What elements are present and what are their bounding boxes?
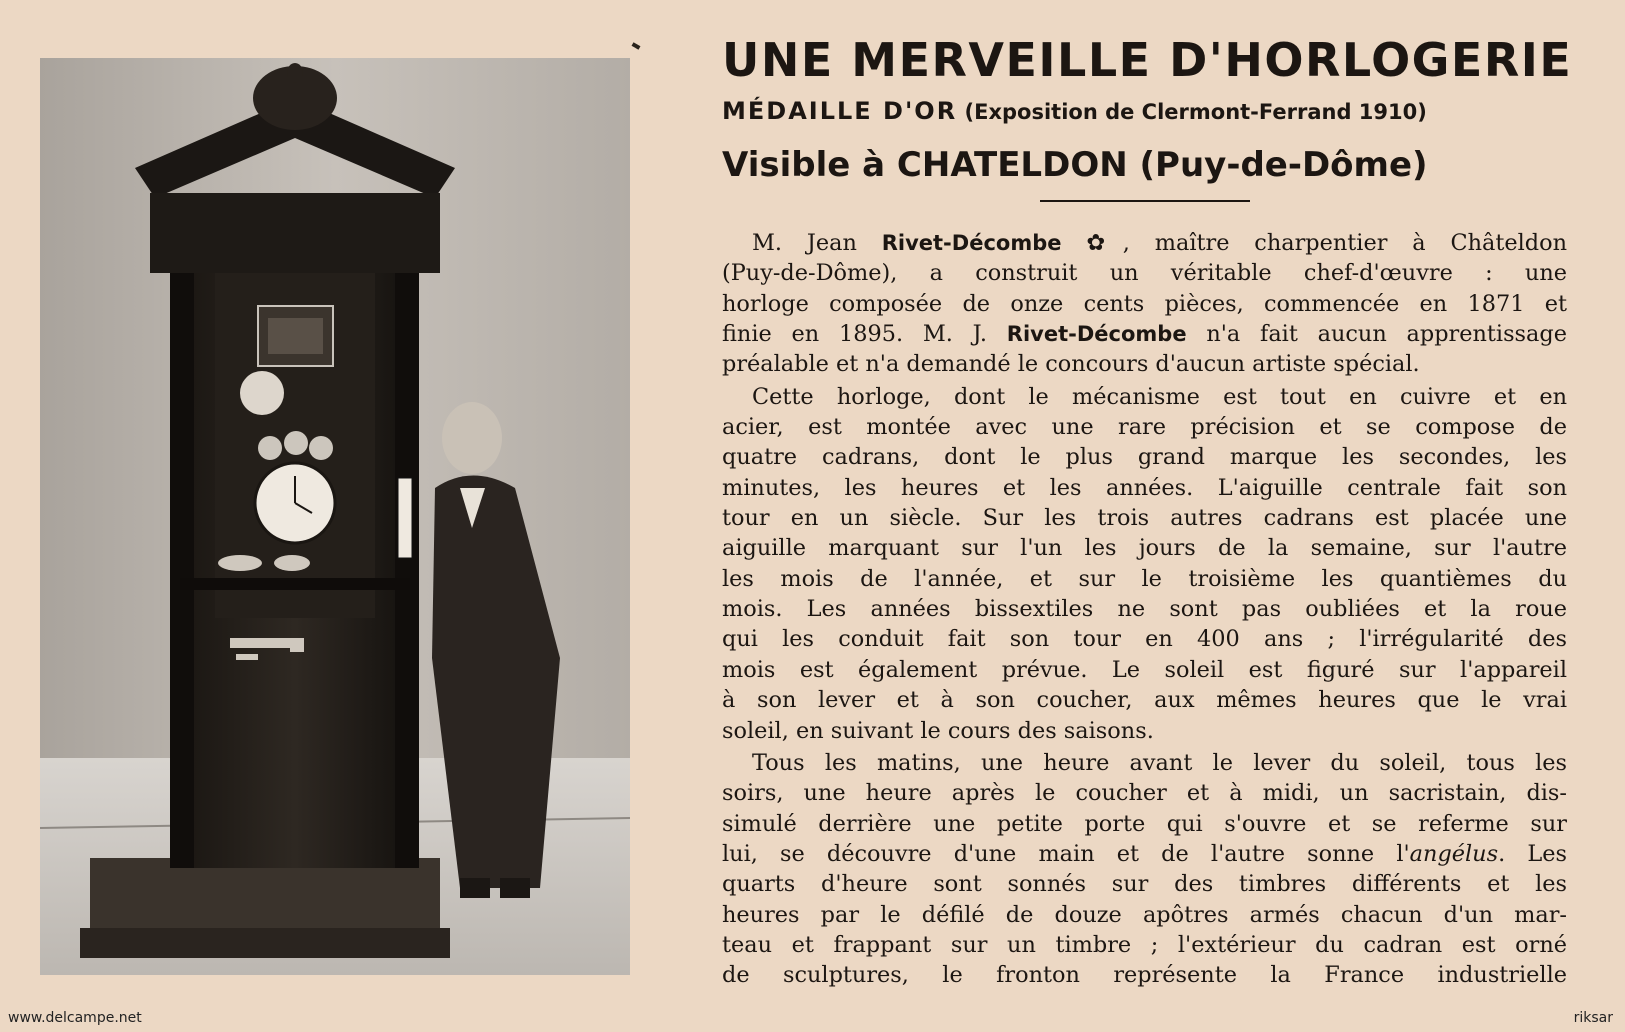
text-line: (Puy-de-Dôme), a construit un véritable chef-d'œuvre : une <box>722 260 1567 287</box>
print-mark <box>632 42 641 49</box>
text-line: minutes, les heures et les années. L'aiguille centrale fait son <box>722 474 1567 501</box>
text-line: M. Jean Rivet-Décombe ✿, maître charpentier à Châteldon <box>752 230 1567 256</box>
text-line: finie en 1895. M. J. Rivet-Décombe n'a fait aucun apprentissage <box>722 321 1567 348</box>
text-line: qui les conduit fait son tour en 400 ans ; l'irrégularité des <box>722 626 1567 653</box>
watermark-left: www.delcampe.net <box>8 1010 142 1026</box>
medal-line <box>722 96 1567 127</box>
article-body <box>722 228 1567 991</box>
text-line: mois est également prévue. Le soleil est figuré sur l'appareil <box>722 656 1567 683</box>
paragraph-2 <box>722 382 1567 746</box>
text-line: acier, est montée avec une rare précision et se compose de <box>722 414 1567 441</box>
text-line: mois. Les années bissextiles ne sont pas oubliées et la roue <box>722 596 1567 623</box>
text-line: teau et frappant sur un timbre ; l'extérieur du cadran est orné <box>722 931 1567 958</box>
text-line: Cette horloge, dont le mécanisme est tout en cuivre et en <box>752 383 1567 410</box>
text-line: soirs, une heure après le coucher et à midi, un sacristain, dis- <box>722 780 1567 807</box>
exposition-label: (Exposition de Clermont-Ferrand 1910) <box>964 100 1427 124</box>
paragraph-1 <box>722 228 1567 380</box>
paragraph-3 <box>722 748 1567 991</box>
photo-illustration <box>40 58 630 975</box>
text-line: Tous les matins, une heure avant le lever du soleil, tous les <box>752 749 1567 776</box>
text-line: tour en un siècle. Sur les trois autres cadrans est placée une <box>722 505 1567 532</box>
watermark-right: riksar <box>1573 1010 1613 1026</box>
text-line: heures par le défilé de douze apôtres armés chacun d'un mar- <box>722 901 1567 928</box>
location-line: Visible à CHATELDON (Puy-de-Dôme) <box>722 145 1428 185</box>
medal-label: MÉDAILLE D'OR <box>722 97 958 125</box>
text-line: quarts d'heure sont sonnés sur des timbres différents et les <box>722 871 1567 898</box>
page-title: UNE MERVEILLE D'HORLOGERIE <box>722 33 1573 87</box>
text-line: à son lever et à son coucher, aux mêmes heures que le vrai <box>722 687 1567 714</box>
text-line: simulé derrière une petite porte qui s'ouvre et se referme sur <box>722 810 1567 837</box>
text-line: aiguille marquant sur l'un les jours de la semaine, sur l'autre <box>722 535 1567 562</box>
text-line: préalable et n'a demandé le concours d'aucun artiste spécial. <box>722 351 1420 378</box>
text-line: de sculptures, le fronton représente la France industrielle <box>722 962 1567 989</box>
clock-photo <box>40 58 630 975</box>
text-line: lui, se découvre d'une main et de l'autre sonne l'angélus. Les <box>722 840 1567 867</box>
text-line: les mois de l'année, et sur le troisième les quantièmes du <box>722 565 1567 592</box>
text-line: horloge composée de onze cents pièces, commencée en 1871 et <box>722 290 1567 317</box>
text-line: soleil, en suivant le cours des saisons. <box>722 717 1154 744</box>
title-divider <box>1040 200 1250 202</box>
text-line: quatre cadrans, dont le plus grand marque les secondes, les <box>722 444 1567 471</box>
